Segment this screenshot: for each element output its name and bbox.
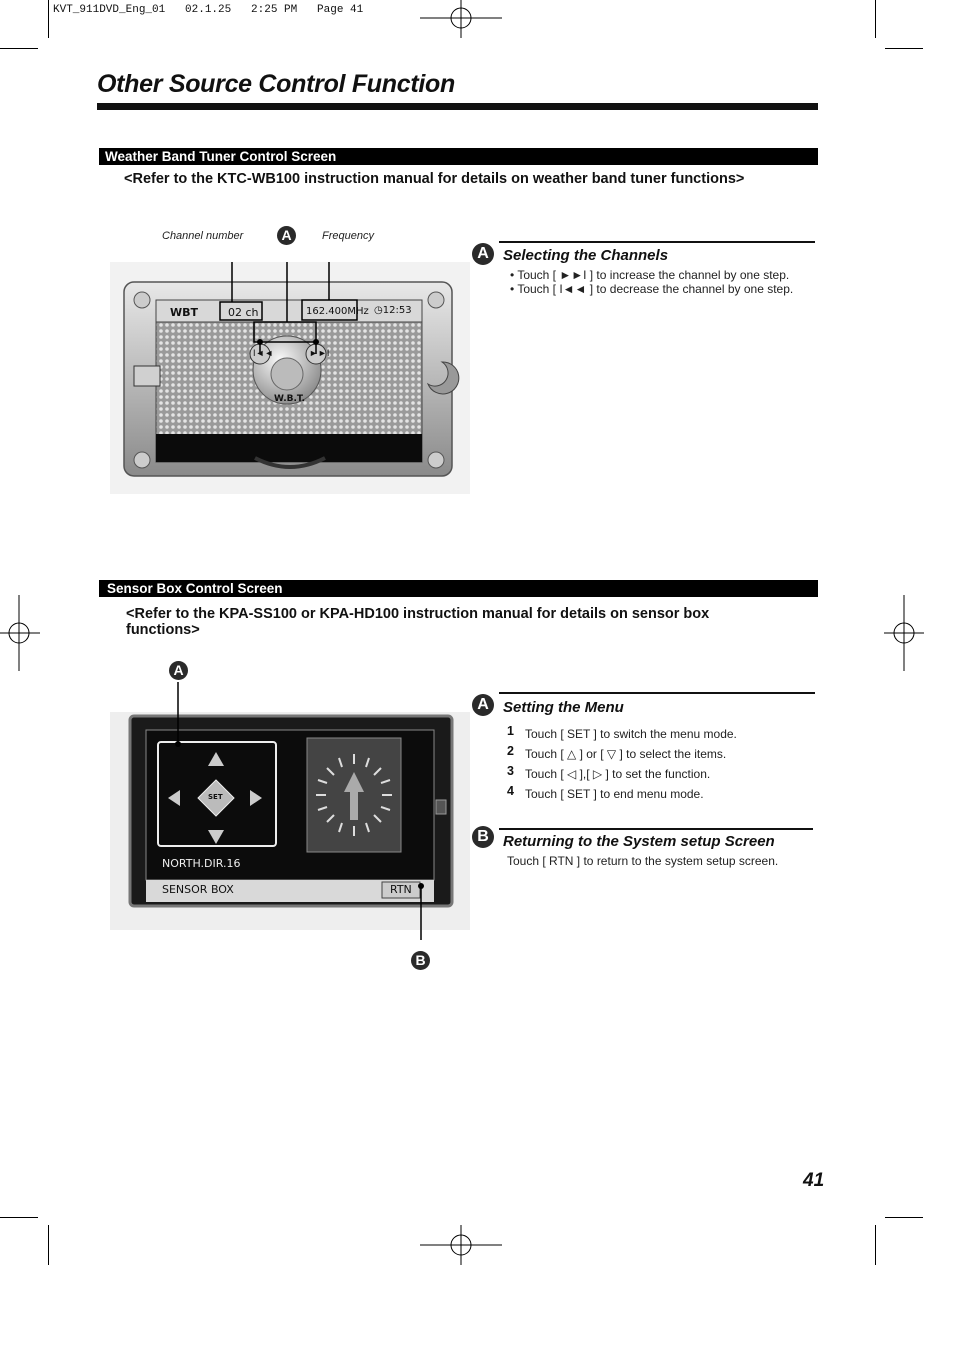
direction-readout: NORTH.DIR.16	[162, 857, 241, 870]
callout-a-sensor-badge: A	[472, 694, 494, 716]
marker-b-sensor-screen: B	[411, 951, 430, 970]
sensor-box-label: SENSOR BOX	[162, 883, 234, 896]
setting-menu-steps	[507, 724, 807, 804]
registration-mark-top	[420, 0, 502, 40]
next-channel-button[interactable]	[309, 348, 329, 358]
weather-tuner-screen	[110, 262, 470, 494]
skip-back-icon: I◄◄	[253, 348, 274, 358]
skip-forward-icon: ►►I	[309, 348, 330, 358]
rtn-button[interactable]: RTN	[390, 883, 412, 896]
up-arrow-icon[interactable]	[206, 750, 226, 768]
returning-system-setup-heading: Returning to the System setup Screen	[503, 833, 775, 850]
list-item: 1 Touch [ SET ] to switch the menu mode.	[507, 724, 737, 741]
screen-clock: ◷12:53	[374, 305, 412, 316]
right-arrow-icon[interactable]	[248, 788, 264, 808]
list-item: 3 Touch [ ◁ ],[ ▷ ] to set the function.	[507, 764, 711, 781]
callout-b-rule	[499, 828, 813, 830]
list-item: • Touch [ I◄◄ ] to decrease the channel by one step.	[510, 282, 794, 296]
sensor-box-screen	[110, 660, 470, 940]
print-slug: KVT_911DVD_Eng_01 02.1.25 2:25 PM Page 41	[53, 4, 364, 16]
marker-a-sensor-screen: A	[169, 661, 188, 680]
registration-mark-bottom	[420, 1225, 502, 1265]
clock-icon: ◷	[374, 305, 383, 316]
page-number: 41	[803, 1170, 825, 1191]
list-item: 4 Touch [ SET ] to end menu mode.	[507, 784, 704, 801]
caption-frequency: Frequency	[322, 230, 374, 242]
down-arrow-icon[interactable]	[206, 828, 226, 846]
caption-channel-number: Channel number	[162, 230, 244, 242]
screen-source-label: WBT	[170, 306, 199, 319]
sensor-section-header: Sensor Box Control Screen	[99, 580, 818, 597]
callout-b-badge: B	[472, 826, 494, 848]
compass-icon	[307, 738, 401, 852]
title-rule	[97, 103, 818, 110]
returning-system-setup-text: Touch [ RTN ] to return to the system setup screen.	[507, 854, 779, 868]
page-title: Other Source Control Function	[97, 70, 455, 98]
list-item: 2 Touch [ △ ] or [ ▽ ] to select the items.	[507, 744, 727, 761]
selecting-channels-text	[510, 268, 800, 296]
prev-channel-button[interactable]	[253, 348, 273, 358]
set-button[interactable]: SET	[208, 793, 223, 801]
left-arrow-icon[interactable]	[166, 788, 182, 808]
screen-wbt-logo: W.B.T.	[274, 394, 306, 404]
callout-a-sensor-rule	[499, 692, 815, 694]
weather-refer-note: <Refer to the KTC-WB100 instruction manual for details on weather band tuner functions>	[124, 171, 745, 187]
weather-section-header: Weather Band Tuner Control Screen	[99, 148, 818, 165]
marker-a-weather-screen: A	[277, 226, 296, 245]
callout-a-badge: A	[472, 243, 494, 265]
registration-mark-right	[884, 595, 924, 671]
screen-channel-display[interactable]: 02 ch	[228, 306, 259, 319]
selecting-channels-heading: Selecting the Channels	[503, 247, 669, 264]
registration-mark-left	[0, 595, 40, 671]
sensor-refer-note: <Refer to the KPA-SS100 or KPA-HD100 instruction manual for details on sensor box functions>	[126, 606, 710, 638]
screen-frequency-display: 162.400MHz	[306, 306, 369, 317]
callout-a-rule	[499, 241, 815, 243]
setting-menu-heading: Setting the Menu	[503, 699, 624, 716]
list-item: • Touch [ ►►I ] to increase the channel by one step.	[510, 268, 790, 282]
